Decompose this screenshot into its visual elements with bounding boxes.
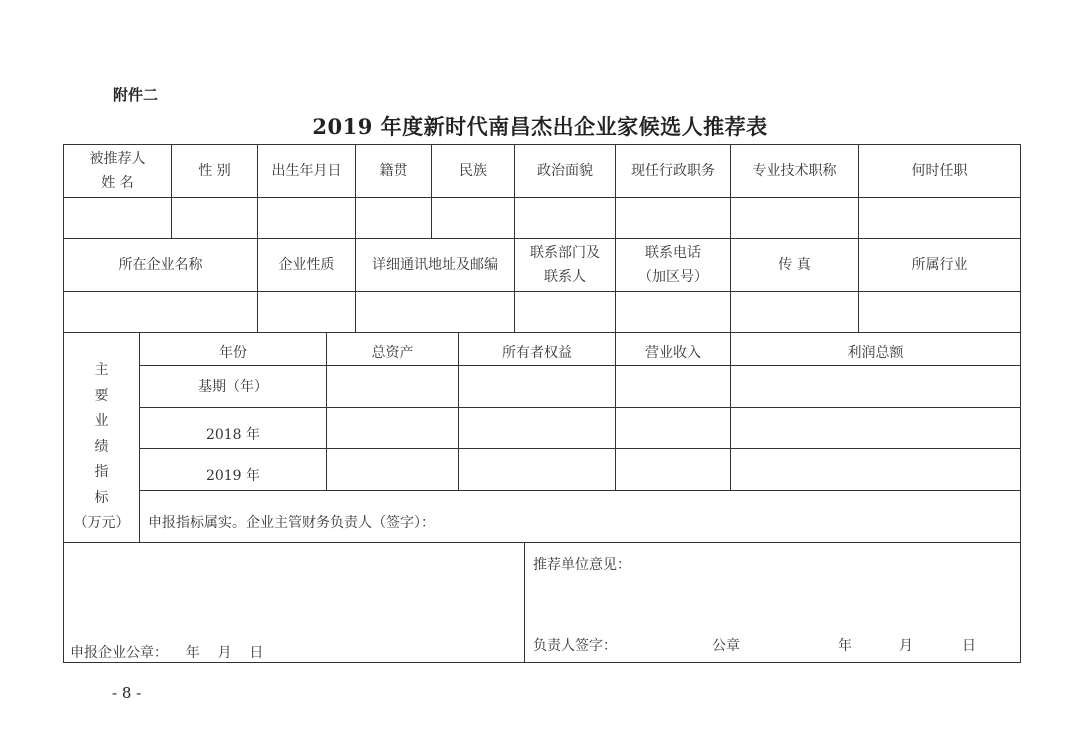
side-label-char: 业 <box>94 413 109 430</box>
header-fax: 传 真 <box>778 257 811 273</box>
side-label-unit: （万元） <box>73 515 130 532</box>
row-divider <box>63 291 1021 292</box>
side-label-char: 主 <box>94 362 109 379</box>
side-label-char: 指 <box>94 464 109 481</box>
row-divider <box>63 197 1021 198</box>
company-seal-line: 申报企业公章： 年 月 日 <box>70 645 264 661</box>
side-label-char: 标 <box>94 489 109 506</box>
indicator-header-year: 年份 <box>219 345 247 361</box>
row-divider <box>63 542 1021 543</box>
header-gender: 性 别 <box>198 163 231 179</box>
form-title: 2019 年度新时代南昌杰出企业家候选人推荐表 <box>312 114 768 139</box>
header-phone: 联系电话 （加区号） <box>638 245 708 285</box>
indicators-side-label <box>64 355 139 540</box>
header-industry: 所属行业 <box>911 257 968 273</box>
table-right-border <box>1020 144 1021 663</box>
header-appointment-date: 何时任职 <box>911 163 968 179</box>
header-native-place: 籍贯 <box>379 163 408 179</box>
header-birth-date: 出生年月日 <box>271 163 342 179</box>
official-seal-label: 公章 <box>712 638 740 654</box>
attachment-label: 附件二 <box>113 86 159 104</box>
side-label-char: 绩 <box>94 438 109 455</box>
header-ethnicity: 民族 <box>459 163 487 179</box>
indicator-header-assets: 总资产 <box>371 345 414 361</box>
responsible-signature-label: 负责人签字： <box>533 638 617 654</box>
page-number: - 8 - <box>112 684 142 702</box>
indicator-row-2019: 2019 年 <box>205 467 261 484</box>
header-address-postcode: 详细通讯地址及邮编 <box>372 257 498 273</box>
indicator-header-revenue: 营业收入 <box>645 345 701 361</box>
indicator-row-base-year: 基期（年） <box>198 378 268 395</box>
indicator-header-profit: 利润总额 <box>847 345 904 361</box>
header-current-position: 现任行政职务 <box>631 163 715 179</box>
header-company-nature: 企业性质 <box>278 257 335 273</box>
header-name: 被推荐人 姓 名 <box>89 151 146 191</box>
header-professional-title: 专业技术职称 <box>752 163 837 179</box>
indicator-header-equity: 所有者权益 <box>502 345 572 361</box>
header-contact-dept: 联系部门及 联系人 <box>530 245 600 285</box>
row-divider <box>139 407 1021 408</box>
recommending-unit-opinion-label: 推荐单位意见： <box>533 557 631 573</box>
declaration-text: 申报指标属实。企业主管财务负责人（签字）： <box>148 515 435 531</box>
side-label-char: 要 <box>94 387 109 404</box>
year-label: 年 <box>838 638 852 654</box>
header-company-name: 所在企业名称 <box>118 257 203 273</box>
col-divider <box>524 542 525 662</box>
month-label: 月 <box>899 638 913 654</box>
indicator-row-2018: 2018 年 <box>205 426 261 443</box>
row-divider <box>63 332 1021 333</box>
header-political-status: 政治面貌 <box>537 163 593 179</box>
day-label: 日 <box>962 638 976 654</box>
